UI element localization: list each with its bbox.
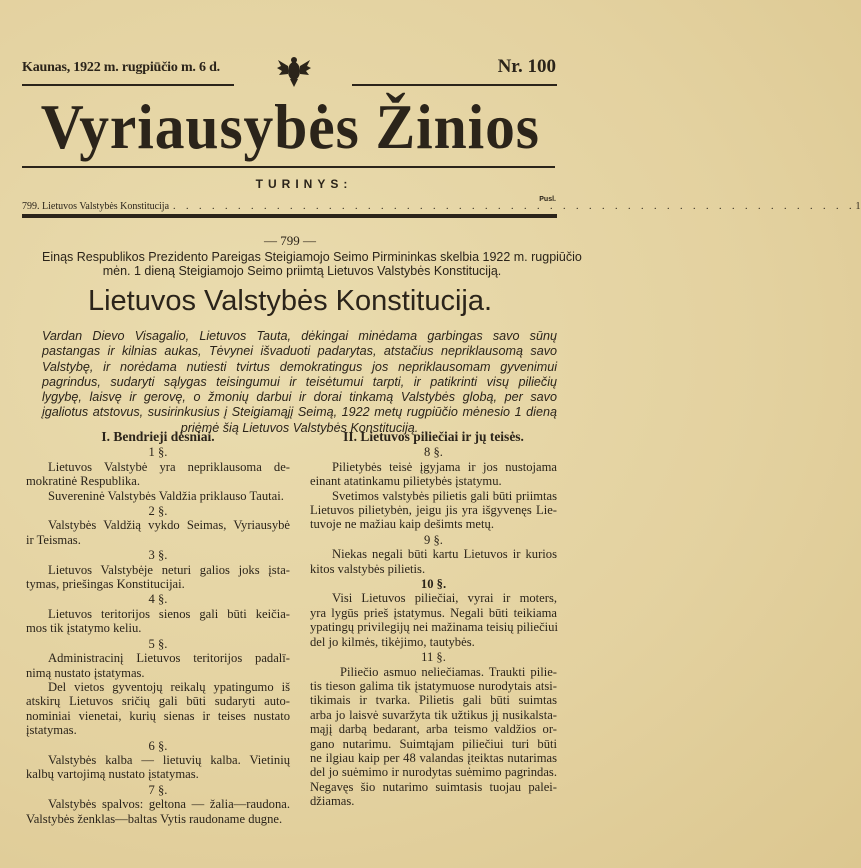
act-number: — 799 —	[264, 233, 316, 248]
intro-line: Einąs Respublikos Prezidento Pareigas Steigiamojo Seimo Pirmininkas skelbia 1922 m. rugpiūčio	[42, 250, 582, 264]
section-number: 7 §.	[148, 782, 168, 797]
paragraph-line: džiamas.	[310, 794, 355, 809]
paragraph-line: ir Teismas.	[26, 532, 81, 547]
place-date: Kaunas, 1922 m. rugpiūčio m. 6 d.	[22, 60, 220, 75]
masthead-title-text: Vyriausybės Žinios	[40, 91, 540, 162]
section-number: 6 §.	[148, 738, 168, 753]
divider	[352, 84, 557, 86]
paragraph-line: Lietuvos Valstybė yra nepriklausoma de-	[48, 459, 290, 474]
paragraph-line: tis tieson galima tik įstatymuose nurodytais atsi-	[310, 678, 557, 693]
paragraph-line: Valstybės spalvos: geltona — žalia—raudona.	[48, 797, 290, 812]
preamble-line: lygybę, laisvę ir gerovę, o žmonių darbui ir dorai tinkamą Valstybės globą, per savo	[42, 390, 557, 405]
paragraph	[26, 489, 290, 503]
preamble-line: Valstybę, ir norėdama nutiesti tvirtus demokratingus jos nepriklausomam gyvenimui	[42, 359, 557, 374]
leader-dots: . . . . . . . . . . . . . . . . . . . . . . . . . . . . . . . . . . . . . . . . . . . . . . . . . . . . .	[173, 201, 856, 212]
paragraph	[310, 489, 557, 532]
section-number: 9 §.	[424, 532, 443, 547]
paragraph	[26, 680, 290, 738]
masthead-title	[22, 88, 557, 166]
paragraph-line: Suvereninė Valstybės Valdžia priklauso Tautai.	[48, 488, 284, 503]
section-number: 1 §.	[148, 445, 168, 460]
contents-entry-page: 1	[855, 201, 861, 212]
paragraph-line: Negavęs šio nutarimo suimtasis tuojau palei-	[310, 779, 557, 794]
chapter-heading: II. Lietuvos piliečiai ir jų teisės.	[343, 429, 524, 444]
paragraph-line: Lietuvos teritorijos sienos gali būti keičia-	[48, 606, 290, 621]
paragraph-line: arba jo laisvė suvaržyta tik užtikus jį nusikalsta-	[310, 707, 557, 722]
section-number: 11 §.	[421, 650, 446, 665]
paragraph-line: nimą nustato įstatymas.	[26, 665, 145, 680]
paragraph-line: del jo suėmimo ir nurodytas suėmimo pagrindas.	[310, 765, 557, 780]
act-intro	[42, 250, 582, 278]
paragraph-line: ypatingų privilegijų nei mažinama teisių piliečiui	[310, 620, 558, 635]
paragraph-line: atskirų Lietuvos sričių gali būti sudaryti auto-	[26, 694, 290, 709]
chapter-heading: I. Bendrieji dėsniai.	[101, 429, 215, 444]
paragraph-line: tikimais ir tvarka. Pilietis gali būti suimtas	[310, 693, 557, 708]
paragraph-line: mąjį darbą bedarant, arba teismo valdžios or-	[310, 722, 557, 737]
paragraph	[26, 797, 290, 826]
paragraph-line: kitos valstybės pilietis.	[310, 561, 426, 576]
preamble-line: Vardan Dievo Visagalio, Lietuvos Tauta, dėkingai minėdama garbingas savo sūnų	[42, 329, 557, 343]
section-number: 8 §.	[424, 445, 443, 460]
paragraph	[310, 591, 557, 649]
thick-divider	[22, 214, 557, 218]
contents-entry-title: 799. Lietuvos Valstybės Konstitucija	[22, 201, 170, 212]
preamble-line: pastangas ir kilnias aukas, Tėvynei išvaduoti padarytas, atstačius nepriklausomą savo	[42, 344, 557, 359]
preamble-line: pagrindus, sudaryti sąlygas teisingumui ir teisėtumui tarpti, ir patikrinti visų piliečių	[42, 374, 557, 389]
paragraph-line: Del vietos gyventojų reikalų ypatingumo iš	[48, 679, 290, 694]
paragraph-line: Valstybės ženklas—baltas Vytis raudoname dugne.	[26, 811, 283, 826]
page-label: Pusl.	[539, 196, 556, 203]
paragraph-line: Visi Lietuvos piliečiai, vyrai ir moters,	[332, 591, 557, 606]
vytis-emblem-icon	[276, 52, 312, 88]
paragraph	[26, 563, 290, 592]
paragraph-line: Lietuvos Valstybėje neturi galios joks įsta-	[48, 562, 290, 577]
paragraph-line: įstatymas.	[26, 723, 77, 738]
paragraph	[310, 665, 557, 809]
contents-entry[interactable]	[22, 201, 861, 212]
paragraph-line: gano nutarimu. Suimtąjam piliečiui turi būti	[310, 736, 557, 751]
section-number: 4 §.	[148, 592, 168, 607]
paragraph-line: kalbų vartojimą nustato įstatymas.	[26, 767, 199, 782]
paragraph	[26, 607, 290, 636]
paragraph-line: Piliečio asmuo neliečiamas. Traukti pilie-	[340, 664, 557, 679]
paragraph-line: einant atatinkamu pilietybės įstatymu.	[310, 474, 502, 489]
paragraph-line: Valstybės kalba — lietuvių kalba. Vietinių	[48, 752, 290, 767]
paragraph	[26, 460, 290, 489]
paragraph-line: ne ilgiau kaip per 48 valandas įteiktas nutarimas	[310, 750, 557, 765]
paragraph	[26, 753, 290, 782]
preamble-line: priėmė šią Lietuvos Valstybės Konstituciją.	[180, 420, 419, 435]
paragraph-line: Valstybės Valdžią vykdo Seimas, Vyriausybė	[48, 518, 290, 533]
paragraph	[310, 547, 557, 576]
paragraph-line: yra lygūs prieš įstatymus. Negali būti teikiama	[310, 605, 557, 620]
section-number: 10 §.	[420, 577, 447, 592]
paragraph	[26, 518, 290, 547]
paragraph-line: Administracinį Lietuvos teritorijos padalī-	[48, 651, 290, 666]
preamble	[42, 329, 557, 436]
section-number: 5 §.	[148, 636, 168, 651]
paragraph-line: mos tik įstatymo keliu.	[26, 621, 142, 636]
issue-number: Nr. 100	[497, 56, 556, 77]
act-heading: Lietuvos Valstybės Konstitucija.	[87, 285, 493, 317]
intro-line: mėn. 1 dieną Steigiamojo Seimo priimtą Lietuvos Valstybės Konstituciją.	[102, 264, 502, 278]
paragraph-line: nominiai vienetai, kurių sienas ir teises nustato	[26, 708, 290, 723]
paragraph-line: mokratinė Respublika.	[26, 474, 141, 489]
paragraph-line: tuvoje ne mažiau kaip dešimts metų.	[310, 517, 494, 532]
paragraph-line: tymas, priešingas Konstitucijai.	[26, 577, 185, 592]
paragraph-line: Pilietybės teisė įgyjama ir jos nustojama	[332, 459, 557, 474]
divider	[22, 166, 555, 168]
divider	[22, 84, 234, 86]
paragraph-line: Lietuvos pilietybėn, jeigu jis yra išgyvenęs Lie-	[310, 503, 557, 518]
paragraph-line: Svetimos valstybės pilietis gali būti priimtas	[332, 488, 557, 503]
paragraph	[26, 651, 290, 680]
column-right	[310, 430, 557, 809]
column-left	[26, 430, 290, 826]
section-number: 3 §.	[148, 548, 168, 563]
paragraph-line: Niekas negali būti kartu Lietuvos ir kurios	[332, 547, 557, 562]
contents-heading: TURINYS:	[255, 177, 353, 191]
paragraph	[310, 460, 557, 489]
paragraph-line: del jo kilmės, tikėjimo, tautybės.	[310, 634, 475, 649]
preamble-line: įgaliotus atstovus, susirinkusius į Steigiamąjį Seimą, 1922 metų rugpiūčio mėnesio 1 dieną	[42, 405, 557, 420]
section-number: 2 §.	[148, 504, 168, 519]
